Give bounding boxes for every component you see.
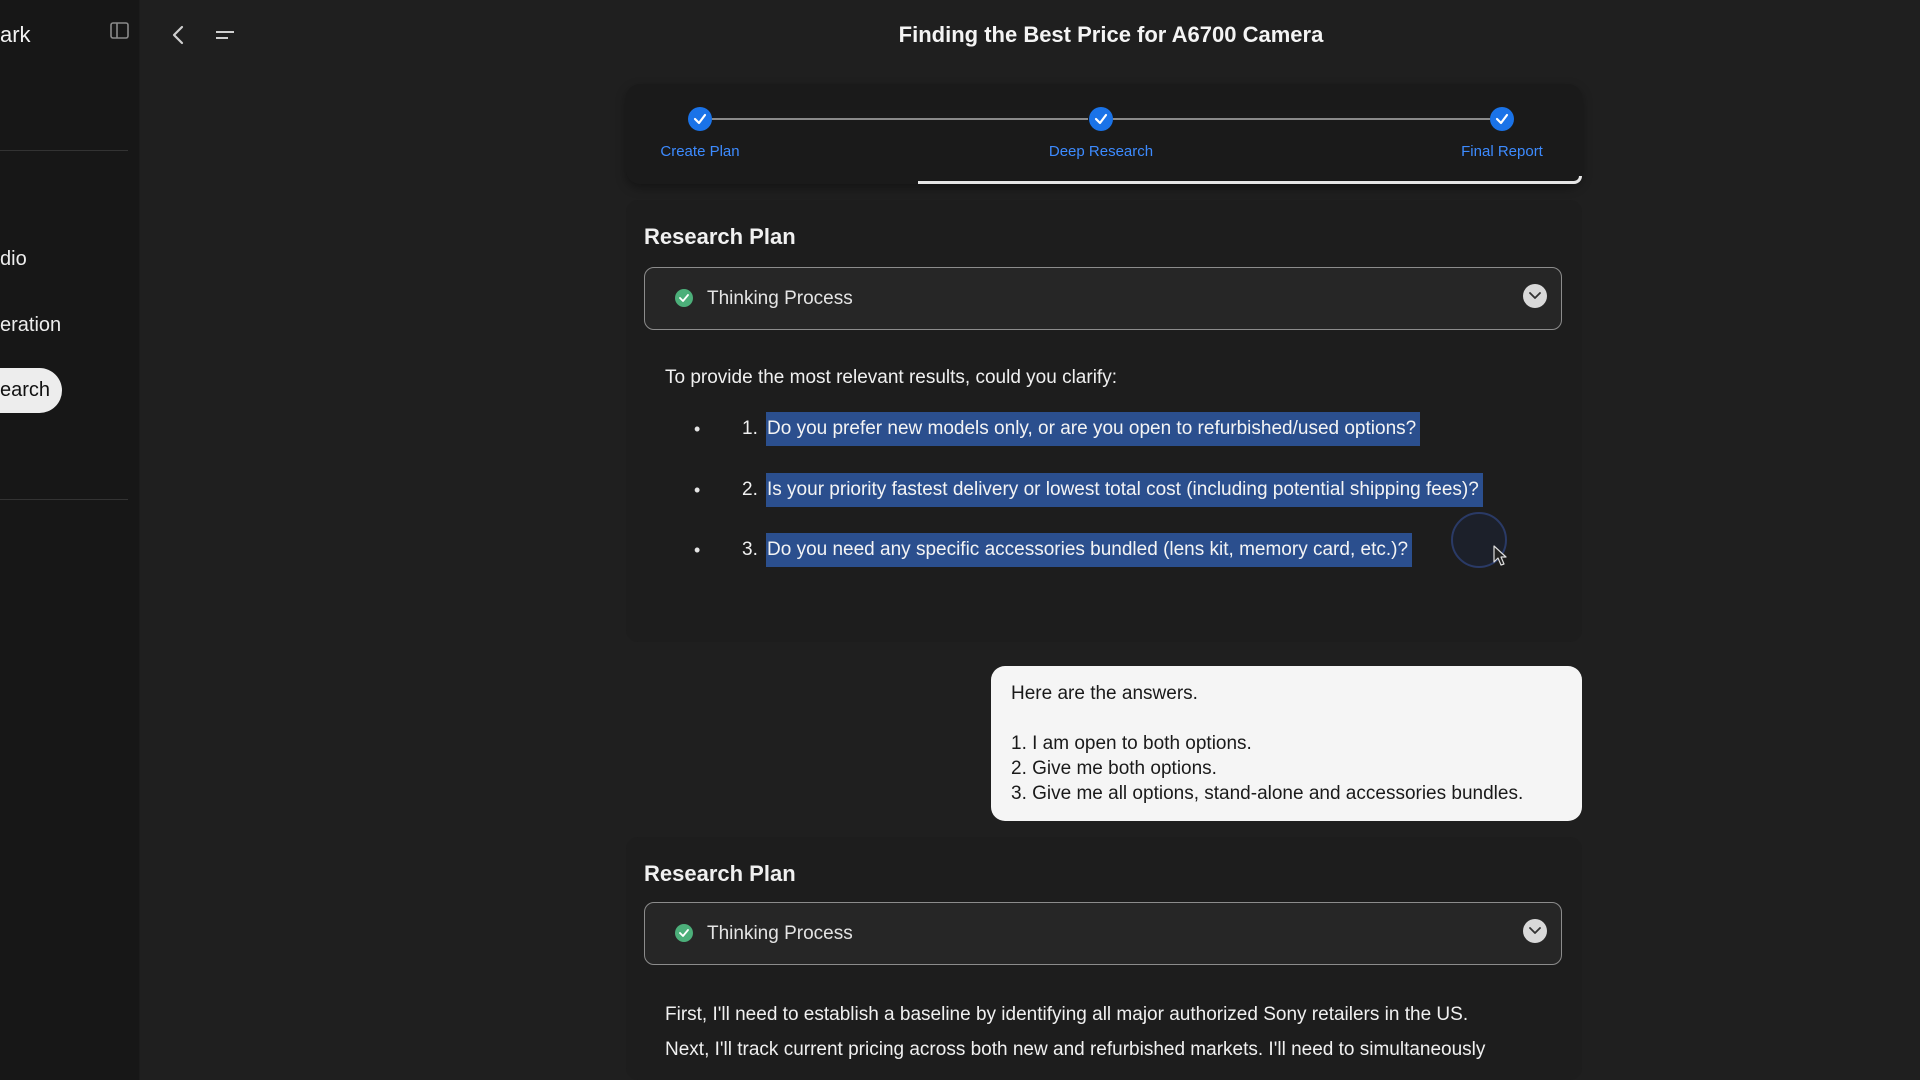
step-label-create-plan[interactable]: Create Plan <box>660 143 740 160</box>
chevron-down-icon[interactable] <box>1523 919 1547 943</box>
sidebar-item-studio[interactable]: dio <box>0 248 27 270</box>
section-title: Research Plan <box>644 224 796 249</box>
plan-paragraph-line: First, I'll need to establish a baseline by identifying all major authorized Sony retailers in the US. <box>665 1004 1469 1025</box>
progress-stepper <box>626 84 1582 184</box>
step-create-plan-check-icon <box>688 107 712 131</box>
stepper-underline <box>918 176 1582 184</box>
thinking-process-accordion[interactable] <box>644 902 1562 965</box>
question-number: 2. <box>742 479 758 500</box>
question-text: Do you need any specific accessories bundled (lens kit, memory card, etc.)? <box>766 533 1412 567</box>
chevron-down-icon[interactable] <box>1523 284 1547 308</box>
bullet: • <box>694 480 701 500</box>
step-deep-research-check-icon <box>1089 107 1113 131</box>
mouse-pointer-icon <box>1492 545 1508 572</box>
reply-line: 2. Give me both options. <box>1011 758 1217 779</box>
sidebar-divider <box>0 150 128 151</box>
step-final-report-check-icon <box>1490 107 1514 131</box>
bullet: • <box>694 540 701 560</box>
plan-paragraph-line: Next, I'll track current pricing across both new and refurbished markets. I'll need to simultaneously <box>665 1039 1486 1060</box>
thinking-process-label: Thinking Process <box>707 288 853 309</box>
thinking-process-accordion[interactable] <box>644 267 1562 330</box>
section-title: Research Plan <box>644 861 796 886</box>
reply-line: Here are the answers. <box>1011 683 1198 704</box>
user-message-bubble <box>991 666 1582 821</box>
step-connector <box>1113 118 1490 120</box>
sidebar-item-research[interactable]: earch <box>0 368 62 413</box>
question-text: Is your priority fastest delivery or lowest total cost (including potential shipping fees)? <box>766 473 1483 507</box>
sidebar <box>0 0 140 1080</box>
question-number: 1. <box>742 418 758 439</box>
check-circle-icon <box>675 289 693 307</box>
app-brand: ark <box>0 22 31 47</box>
clarify-intro: To provide the most relevant results, could you clarify: <box>665 367 1117 388</box>
question-number: 3. <box>742 539 758 560</box>
check-circle-icon <box>675 924 693 942</box>
thinking-process-label: Thinking Process <box>707 923 853 944</box>
step-label-deep-research[interactable]: Deep Research <box>1048 143 1154 160</box>
step-connector <box>712 118 1088 120</box>
question-text: Do you prefer new models only, or are you open to refurbished/used options? <box>766 412 1420 446</box>
page-title: Finding the Best Price for A6700 Camera <box>898 22 1324 47</box>
sidebar-divider <box>0 499 128 500</box>
reply-line: 1. I am open to both options. <box>1011 733 1252 754</box>
reply-line: 3. Give me all options, stand-alone and accessories bundles. <box>1011 783 1524 804</box>
step-label-final-report[interactable]: Final Report <box>1461 143 1543 160</box>
sidebar-item-generation[interactable]: eration <box>0 314 62 336</box>
bullet: • <box>694 419 701 439</box>
